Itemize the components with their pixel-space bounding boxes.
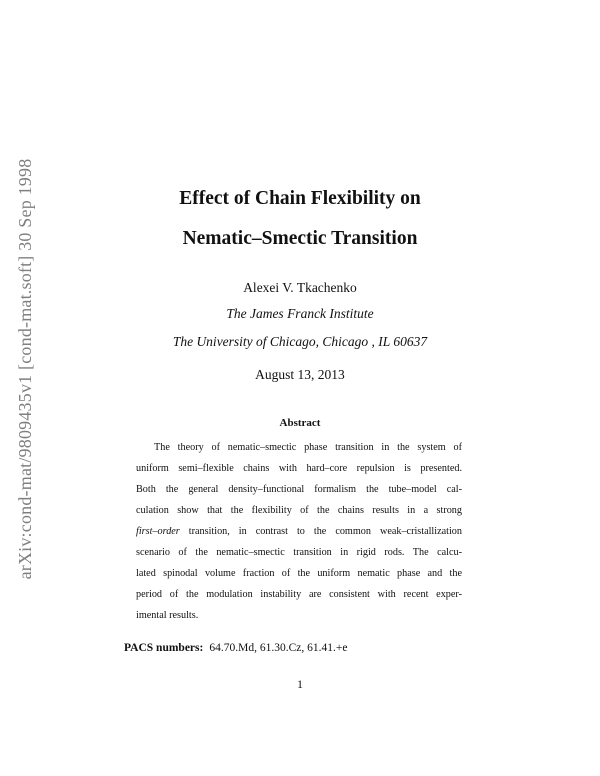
abstract-line — [136, 525, 462, 539]
pacs-value: 64.70.Md, 61.30.Cz, 61.41.+e — [209, 642, 348, 654]
abstract-line: lated spinodal volume fraction of the uniform nematic phase and the — [136, 568, 462, 579]
date: August 13, 2013 — [255, 367, 345, 382]
abstract-line: imental results. — [136, 610, 199, 621]
abstract-line: Both the general density–functional formalism the tube–model cal- — [136, 484, 462, 495]
title-line-2: Nematic–Smectic Transition — [182, 228, 418, 249]
abstract-heading: Abstract — [279, 417, 321, 429]
arxiv-stamp: arXiv:cond-mat/9809435v1 [cond-mat.soft] 30 Sep 1998 — [15, 158, 35, 580]
abstract-line: scenario of the nematic–smectic transition in rigid rods. The calcu- — [136, 547, 462, 558]
affiliation-1: The James Franck Institute — [226, 306, 374, 321]
page-number: 1 — [297, 677, 303, 691]
pacs-numbers — [124, 642, 347, 654]
abstract-line-rest: transition, in contrast to the common weak–cristallization — [179, 526, 462, 537]
abstract-line: The theory of nematic–smectic phase transition in the system of — [154, 442, 462, 453]
abstract-emphasis: first–order — [136, 526, 180, 537]
pacs-label: PACS numbers: — [124, 642, 204, 654]
abstract-line: uniform semi–flexible chains with hard–core repulsion is presented. — [136, 463, 462, 474]
abstract-line: period of the modulation instability are consistent with recent exper- — [136, 589, 462, 600]
title-line-1: Effect of Chain Flexibility on — [179, 188, 421, 209]
author: Alexei V. Tkachenko — [243, 280, 357, 295]
abstract-line: culation show that the flexibility of the chains results in a strong — [136, 505, 462, 516]
affiliation-2: The University of Chicago, Chicago , IL 60637 — [172, 334, 428, 349]
